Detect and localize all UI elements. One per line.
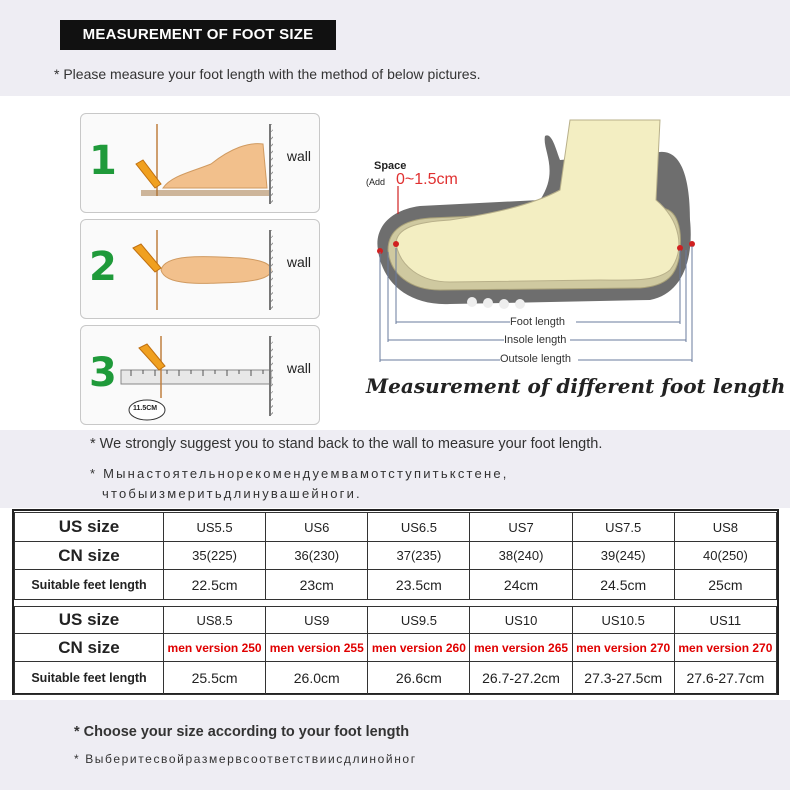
- table-cell: 37(235): [368, 542, 470, 570]
- foot-length-label: Foot length: [510, 316, 566, 328]
- step-2-panel: [80, 219, 320, 319]
- table-cell: men version 270: [572, 634, 674, 662]
- row-label-cn: CN size: [15, 542, 164, 570]
- table-cell: US5.5: [164, 513, 266, 542]
- space-label: Space: [374, 160, 407, 172]
- table-cell: US11: [674, 607, 776, 634]
- wall-icon: [269, 336, 273, 416]
- table-cell: US9.5: [368, 607, 470, 634]
- table-cell: 23cm: [266, 570, 368, 600]
- table-row-cn: [15, 634, 777, 662]
- table-row-feet: [15, 570, 777, 600]
- table-cell: 25cm: [674, 570, 776, 600]
- row-label-feet: Suitable feet length: [15, 662, 164, 695]
- diagram-caption: Measurement of different foot length: [366, 374, 786, 398]
- table-cell: 35(225): [164, 542, 266, 570]
- step-2-wall-label: wall: [286, 254, 311, 270]
- table-row-us: [15, 513, 777, 542]
- wall-icon: [269, 124, 273, 204]
- ruler-reading: 11.5CM: [133, 405, 158, 412]
- table-cell: US9: [266, 607, 368, 634]
- row-label-feet: Suitable feet length: [15, 570, 164, 600]
- table-cell: US10.5: [572, 607, 674, 634]
- table-cell: 24.5cm: [572, 570, 674, 600]
- table-row-feet: [15, 662, 777, 695]
- wall-note-en: * We strongly suggest you to stand back to the wall to measure your foot length.: [90, 436, 603, 452]
- table-cell: 38(240): [470, 542, 572, 570]
- space-range-label: 0~1.5cm: [396, 171, 458, 188]
- row-label-us: US size: [15, 607, 164, 634]
- table-cell: US7.5: [572, 513, 674, 542]
- foot-side-icon: [81, 114, 321, 214]
- table-cell: US6.5: [368, 513, 470, 542]
- ruler-icon: [81, 326, 321, 426]
- outsole-length-label: Outsole length: [500, 353, 571, 365]
- table-cell: men version 260: [368, 634, 470, 662]
- step-1-panel: [80, 113, 320, 213]
- table-row-cn: [15, 542, 777, 570]
- choose-size-note-en: * Choose your size according to your foot length: [74, 724, 410, 740]
- table-cell: men version 250: [164, 634, 266, 662]
- insole-length-label: Insole length: [504, 334, 567, 346]
- size-table-block-2: [14, 606, 777, 695]
- table-cell: 27.6-27.7cm: [674, 662, 776, 695]
- page-title: MEASUREMENT OF FOOT SIZE: [60, 20, 336, 50]
- table-cell: US8.5: [164, 607, 266, 634]
- step-3-panel: [80, 325, 320, 425]
- step-3-number: 3: [89, 350, 117, 396]
- table-cell: 39(245): [572, 542, 674, 570]
- step-1-number: 1: [89, 138, 117, 184]
- table-cell: 24cm: [470, 570, 572, 600]
- measure-instruction: * Please measure your foot length with the method of below pictures.: [54, 66, 481, 82]
- table-row-us: [15, 607, 777, 634]
- table-cell: 25.5cm: [164, 662, 266, 695]
- step-2-number: 2: [89, 244, 117, 290]
- step-1-wall-label: wall: [286, 148, 311, 164]
- table-cell: men version 265: [470, 634, 572, 662]
- table-cell: 22.5cm: [164, 570, 266, 600]
- table-cell: 26.0cm: [266, 662, 368, 695]
- step-3-wall-label: wall: [286, 360, 311, 376]
- table-cell: men version 270: [674, 634, 776, 662]
- table-cell: US10: [470, 607, 572, 634]
- table-cell: US6: [266, 513, 368, 542]
- wall-icon: [269, 230, 273, 310]
- wall-note-ru-1: * Мынастоятельнорекомендуемвамотступитькстене,: [90, 466, 509, 481]
- table-cell: 36(230): [266, 542, 368, 570]
- foot-top-icon: [81, 220, 321, 320]
- table-cell: US7: [470, 513, 572, 542]
- table-cell: 27.3-27.5cm: [572, 662, 674, 695]
- shoe-cross-section: [360, 110, 700, 370]
- table-cell: 26.7-27.2cm: [470, 662, 572, 695]
- table-cell: 40(250): [674, 542, 776, 570]
- choose-size-note-ru: * Выберитесвойразмервсоответствиисдлинойног: [74, 752, 417, 766]
- wall-note-ru-2: чтобыизмеритьдлинувашейноги.: [102, 486, 362, 501]
- table-cell: men version 255: [266, 634, 368, 662]
- table-cell: US8: [674, 513, 776, 542]
- footer-band: [0, 700, 790, 790]
- add-label: (Add: [366, 177, 386, 187]
- row-label-us: US size: [15, 513, 164, 542]
- table-cell: 26.6cm: [368, 662, 470, 695]
- size-table-block-1: [14, 512, 777, 600]
- table-cell: 23.5cm: [368, 570, 470, 600]
- row-label-cn: CN size: [15, 634, 164, 662]
